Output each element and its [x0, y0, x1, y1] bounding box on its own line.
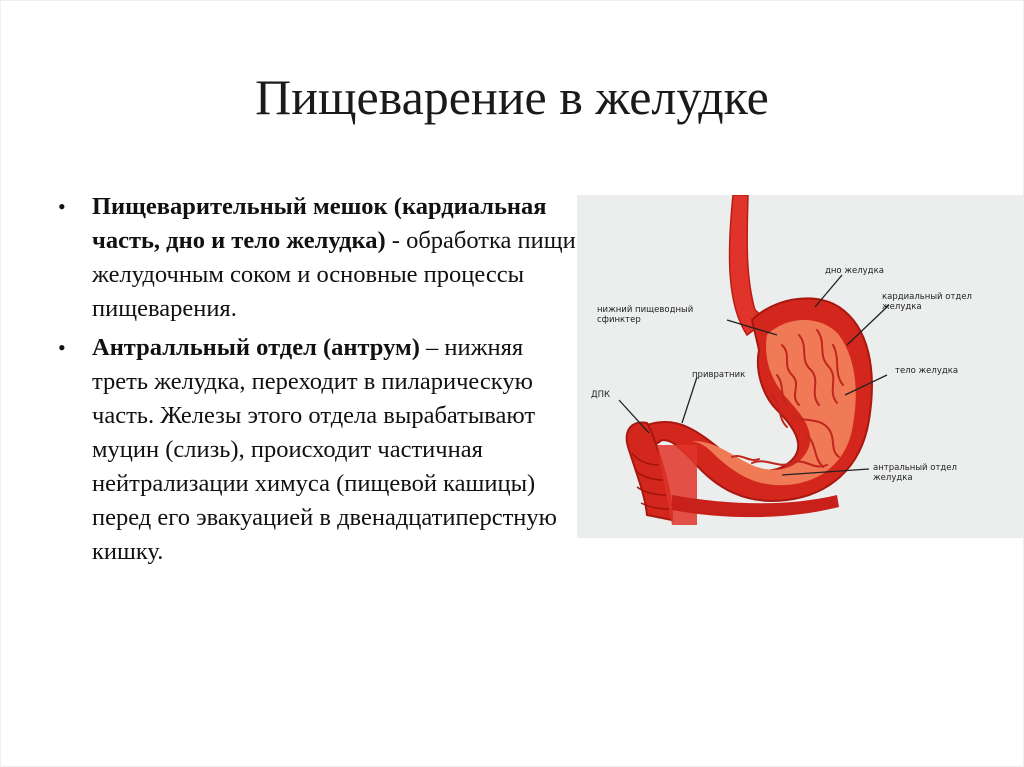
label-pylorus: привратник — [692, 370, 746, 380]
bullet-text: - обработка пищи желудочным соком и основные процессы пищеварения. — [92, 227, 576, 322]
bullet-marker: • — [58, 335, 66, 360]
label-fundus: дно желудка — [825, 266, 884, 276]
bullet-text: – нижняя треть желудка, переходит в пиларическую часть. Железы этого отдела вырабатывают муцин (слизь), происходит частичная нейтрализации химуса (пищевой кашицы) перед его эвакуацией в двенадцатиперстную кишку. — [92, 334, 557, 565]
bullet-item — [52, 190, 577, 326]
label-antrum: антральный отдел желудка — [873, 463, 957, 483]
label-cardia: кардиальный отдел желудка — [882, 292, 972, 312]
bullet-marker: • — [58, 194, 66, 219]
label-duodenum: ДПК — [591, 390, 611, 400]
bullet-item — [52, 331, 577, 569]
bullet-term: Пищеварительный мешок (кардиальная часть, дно и тело желудка) — [92, 193, 547, 254]
label-body: тело желудка — [895, 366, 959, 376]
bullet-list — [52, 190, 577, 574]
slide-title: Пищеварение в желудке — [255, 69, 769, 125]
stomach-diagram — [577, 195, 1024, 538]
bullet-term: Антралльный отдел (антрум) — [92, 334, 420, 361]
label-sphincter: нижний пищеводный сфинктер — [597, 305, 694, 325]
